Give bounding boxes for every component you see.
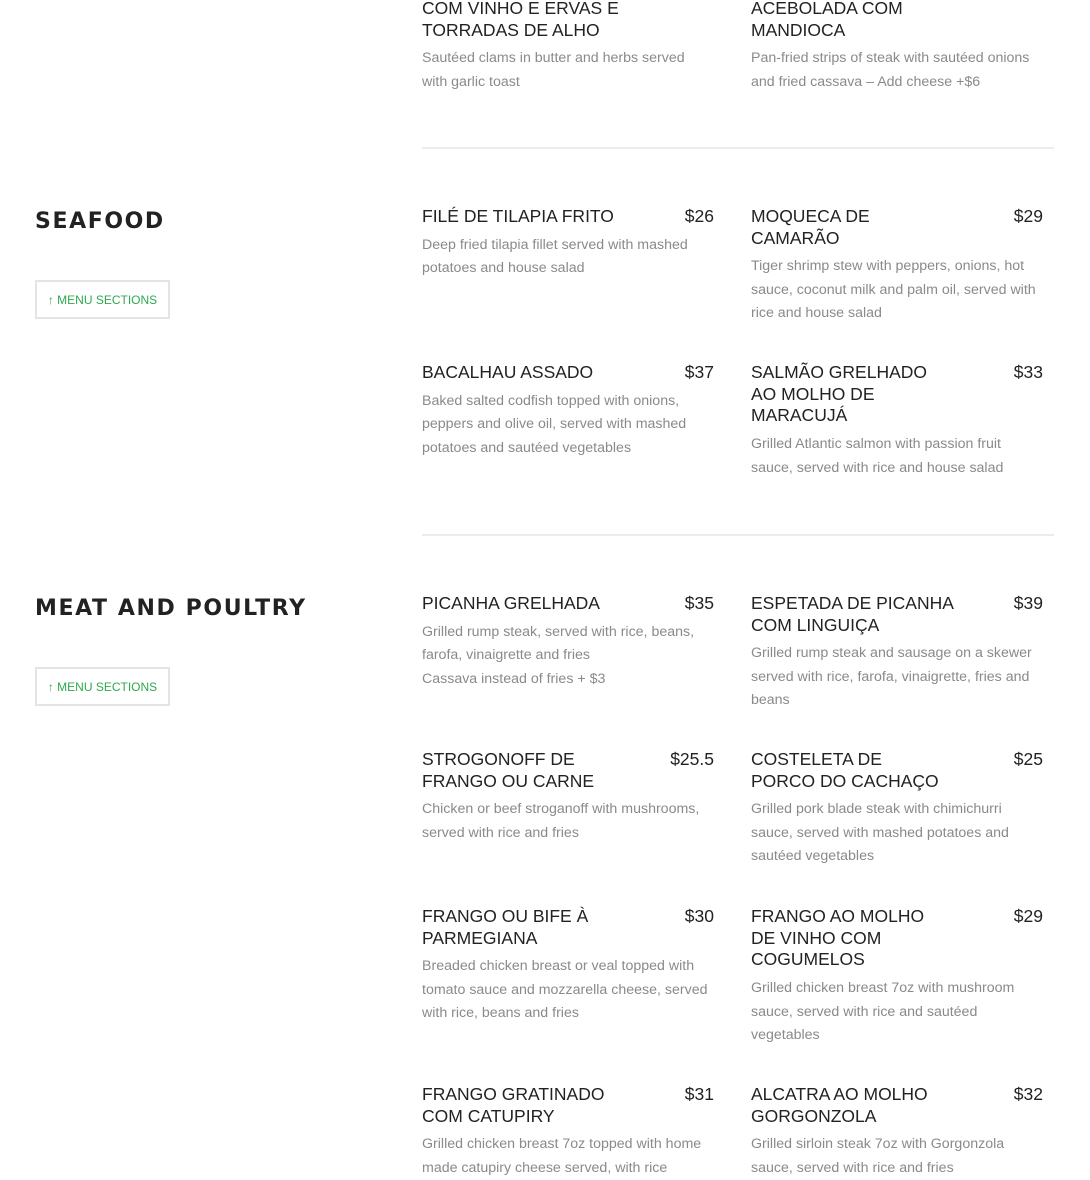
desc-line: served with rice and fries: [422, 824, 579, 841]
menu-item-name: FRANGO AO MOLHO DE VINHO COM COGUMELOS: [751, 906, 925, 970]
desc-line: potatoes and sautéed vegetables: [422, 439, 632, 456]
menu-item-price: $37: [684, 362, 714, 382]
desc-line: with garlic toast: [422, 73, 520, 90]
menu-item-price: $26: [684, 206, 714, 226]
menu-item-description: [422, 1133, 714, 1180]
name-line: MANDIOCA: [751, 19, 846, 40]
menu-item-description: [422, 234, 714, 281]
section-title-meat-and-poultry: MEAT AND POULTRY: [35, 596, 307, 621]
desc-line: tomato sauce and mozzarella cheese, served: [422, 981, 708, 998]
menu-item-name: FRANGO OU BIFE À PARMEGIANA: [422, 906, 589, 948]
menu-item-description: [751, 798, 1043, 868]
menu-item-name: FILÉ DE TILAPIA FRITO: [422, 206, 614, 226]
menu-item-price: $29: [1013, 206, 1043, 226]
menu-item-description: [422, 798, 714, 845]
section-divider: [422, 534, 1054, 536]
menu-item-name: FRANGO GRATINADO COM CATUPIRY: [422, 1084, 605, 1126]
menu-item: [422, 206, 714, 281]
name-line: TORRADAS DE ALHO: [422, 19, 600, 40]
menu-item: [751, 906, 1043, 1047]
desc-line: Tiger shrimp stew with peppers, onions, hot: [751, 258, 1025, 275]
desc-line: made catupiry cheese served, with rice: [422, 1159, 668, 1176]
desc-line: Breaded chicken breast or veal topped with: [422, 958, 695, 975]
menu-item: [422, 749, 714, 845]
menu-item-price: $39: [1013, 593, 1043, 613]
menu-item-description: [751, 1133, 1043, 1180]
desc-line: sautéed vegetables: [751, 848, 875, 865]
name-line: COM VINHO E ERVAS E: [422, 0, 619, 18]
menu-item-name: BACALHAU ASSADO: [422, 362, 594, 382]
menu-item: [422, 906, 714, 1026]
menu-sections-button[interactable]: ↑ MENU SECTIONS: [35, 667, 170, 706]
desc-line: vegetables: [751, 1026, 820, 1043]
menu-item: [751, 362, 1043, 480]
desc-line: Cassava instead of fries + $3: [422, 670, 606, 687]
desc-line: Deep fried tilapia fillet served with mashed: [422, 236, 688, 253]
menu-item-price: $25.5: [670, 749, 714, 769]
desc-line: peppers and olive oil, served with mashed: [422, 416, 687, 433]
desc-line: beans: [751, 692, 790, 709]
menu-item: [422, 0, 714, 94]
menu-item: [751, 206, 1043, 326]
menu-item: [751, 593, 1043, 713]
menu-item-description: [751, 642, 1043, 712]
menu-item-description: [751, 433, 1043, 480]
menu-item-name: PICANHA GRELHADA: [422, 593, 600, 613]
desc-line: Grilled Atlantic salmon with passion fruit: [751, 436, 1001, 453]
desc-line: Chicken or beef stroganoff with mushrooms,: [422, 801, 700, 818]
desc-line: Pan-fried strips of steak with sautéed onions: [751, 50, 1030, 67]
menu-item-name: [751, 0, 1043, 41]
menu-item-price: $29: [1013, 906, 1043, 926]
menu-item-description: [751, 47, 1043, 94]
menu-item-name: SALMÃO GRELHADO AO MOLHO DE MARACUJÁ: [751, 362, 928, 426]
desc-line: sauce, coconut milk and palm oil, served with: [751, 281, 1036, 298]
desc-line: served with rice, farofa, vinaigrette, fries and: [751, 668, 1030, 685]
menu-item: [422, 593, 714, 691]
desc-line: farofa, vinaigrette and fries: [422, 647, 590, 664]
menu-sections-button[interactable]: ↑ MENU SECTIONS: [35, 280, 170, 319]
menu-item-description: [751, 255, 1043, 325]
desc-line: Grilled rump steak, served with rice, beans,: [422, 623, 695, 640]
desc-line: sauce, served with rice and house salad: [751, 459, 1004, 476]
menu-item-description: [422, 621, 714, 691]
menu-item-price: $32: [1013, 1084, 1043, 1104]
desc-line: potatoes and house salad: [422, 260, 585, 277]
menu-item-name: COSTELETA DE PORCO DO CACHAÇO: [751, 749, 939, 791]
desc-line: Grilled chicken breast 7oz topped with home: [422, 1136, 702, 1153]
menu-item-name: STROGONOFF DE FRANGO OU CARNE: [422, 749, 595, 791]
desc-line: Grilled sirloin steak 7oz with Gorgonzola: [751, 1136, 1005, 1153]
menu-item-name: [422, 0, 714, 41]
menu-item-description: [422, 47, 714, 94]
menu-item-name: ESPETADA DE PICANHA COM LINGUIÇA: [751, 593, 953, 635]
menu-item-name: MOQUECA DE CAMARÃO: [751, 206, 870, 248]
desc-line: Grilled pork blade steak with chimichurri: [751, 801, 1002, 818]
menu-item: [751, 749, 1043, 869]
desc-line: sauce, served with mashed potatoes and: [751, 824, 1009, 841]
menu-item-price: $30: [684, 906, 714, 926]
desc-line: and fried cassava – Add cheese +$6: [751, 73, 981, 90]
menu-item: [422, 1084, 714, 1180]
menu-item-price: $31: [684, 1084, 714, 1104]
menu-item-name: ALCATRA AO MOLHO GORGONZOLA: [751, 1084, 928, 1126]
menu-item-description: [751, 977, 1043, 1047]
desc-line: sauce, served with rice and fries: [751, 1159, 954, 1176]
section-divider: [422, 147, 1054, 149]
section-title-seafood: SEAFOOD: [35, 209, 165, 234]
menu-item: [751, 0, 1043, 94]
name-line: ACEBOLADA COM: [751, 0, 903, 18]
menu-item-price: $35: [684, 593, 714, 613]
desc-line: with rice, beans and fries: [422, 1005, 579, 1022]
desc-line: Grilled chicken breast 7oz with mushroom: [751, 980, 1015, 997]
desc-line: Grilled rump steak and sausage on a skewer: [751, 645, 1032, 662]
desc-line: Sautéed clams in butter and herbs served: [422, 50, 685, 67]
menu-item-description: [422, 390, 714, 460]
menu-item: [422, 362, 714, 460]
desc-line: rice and house salad: [751, 305, 882, 322]
menu-item-description: [422, 955, 714, 1025]
desc-line: Baked salted codfish topped with onions,: [422, 392, 680, 409]
menu-item: [751, 1084, 1043, 1180]
menu-item-price: $25: [1013, 749, 1043, 769]
menu-item-price: $33: [1013, 362, 1043, 382]
desc-line: sauce, served with rice and sautéed: [751, 1003, 978, 1020]
